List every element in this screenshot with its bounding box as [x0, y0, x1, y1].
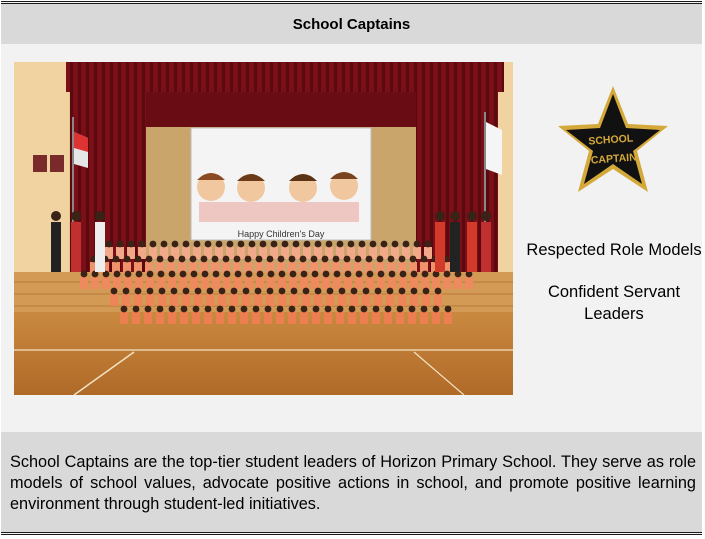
screen-text: Happy Children's Day — [237, 229, 325, 239]
caption-confident-servant-leaders: Confident Servant Leaders — [547, 283, 681, 323]
badge-line-1: SCHOOL — [587, 132, 634, 148]
caption-respected-role-models: Respected Role Models — [526, 241, 702, 259]
description-text: School Captains are the top-tier student leaders of Horizon Primary School. They serve as role models of school values, advocate positive actions in school, and promote positive learning environment through student-led initiatives. — [10, 453, 696, 513]
school-captain-badge — [554, 80, 672, 200]
content-area — [1, 44, 702, 432]
page-frame — [1, 1, 702, 535]
section-header — [1, 4, 702, 44]
section-title: School Captains — [292, 15, 411, 33]
school-captains-photo — [14, 62, 513, 395]
badge-line-2: CAPTAIN — [590, 151, 638, 167]
description-block — [1, 432, 702, 532]
captions-block — [524, 239, 704, 345]
